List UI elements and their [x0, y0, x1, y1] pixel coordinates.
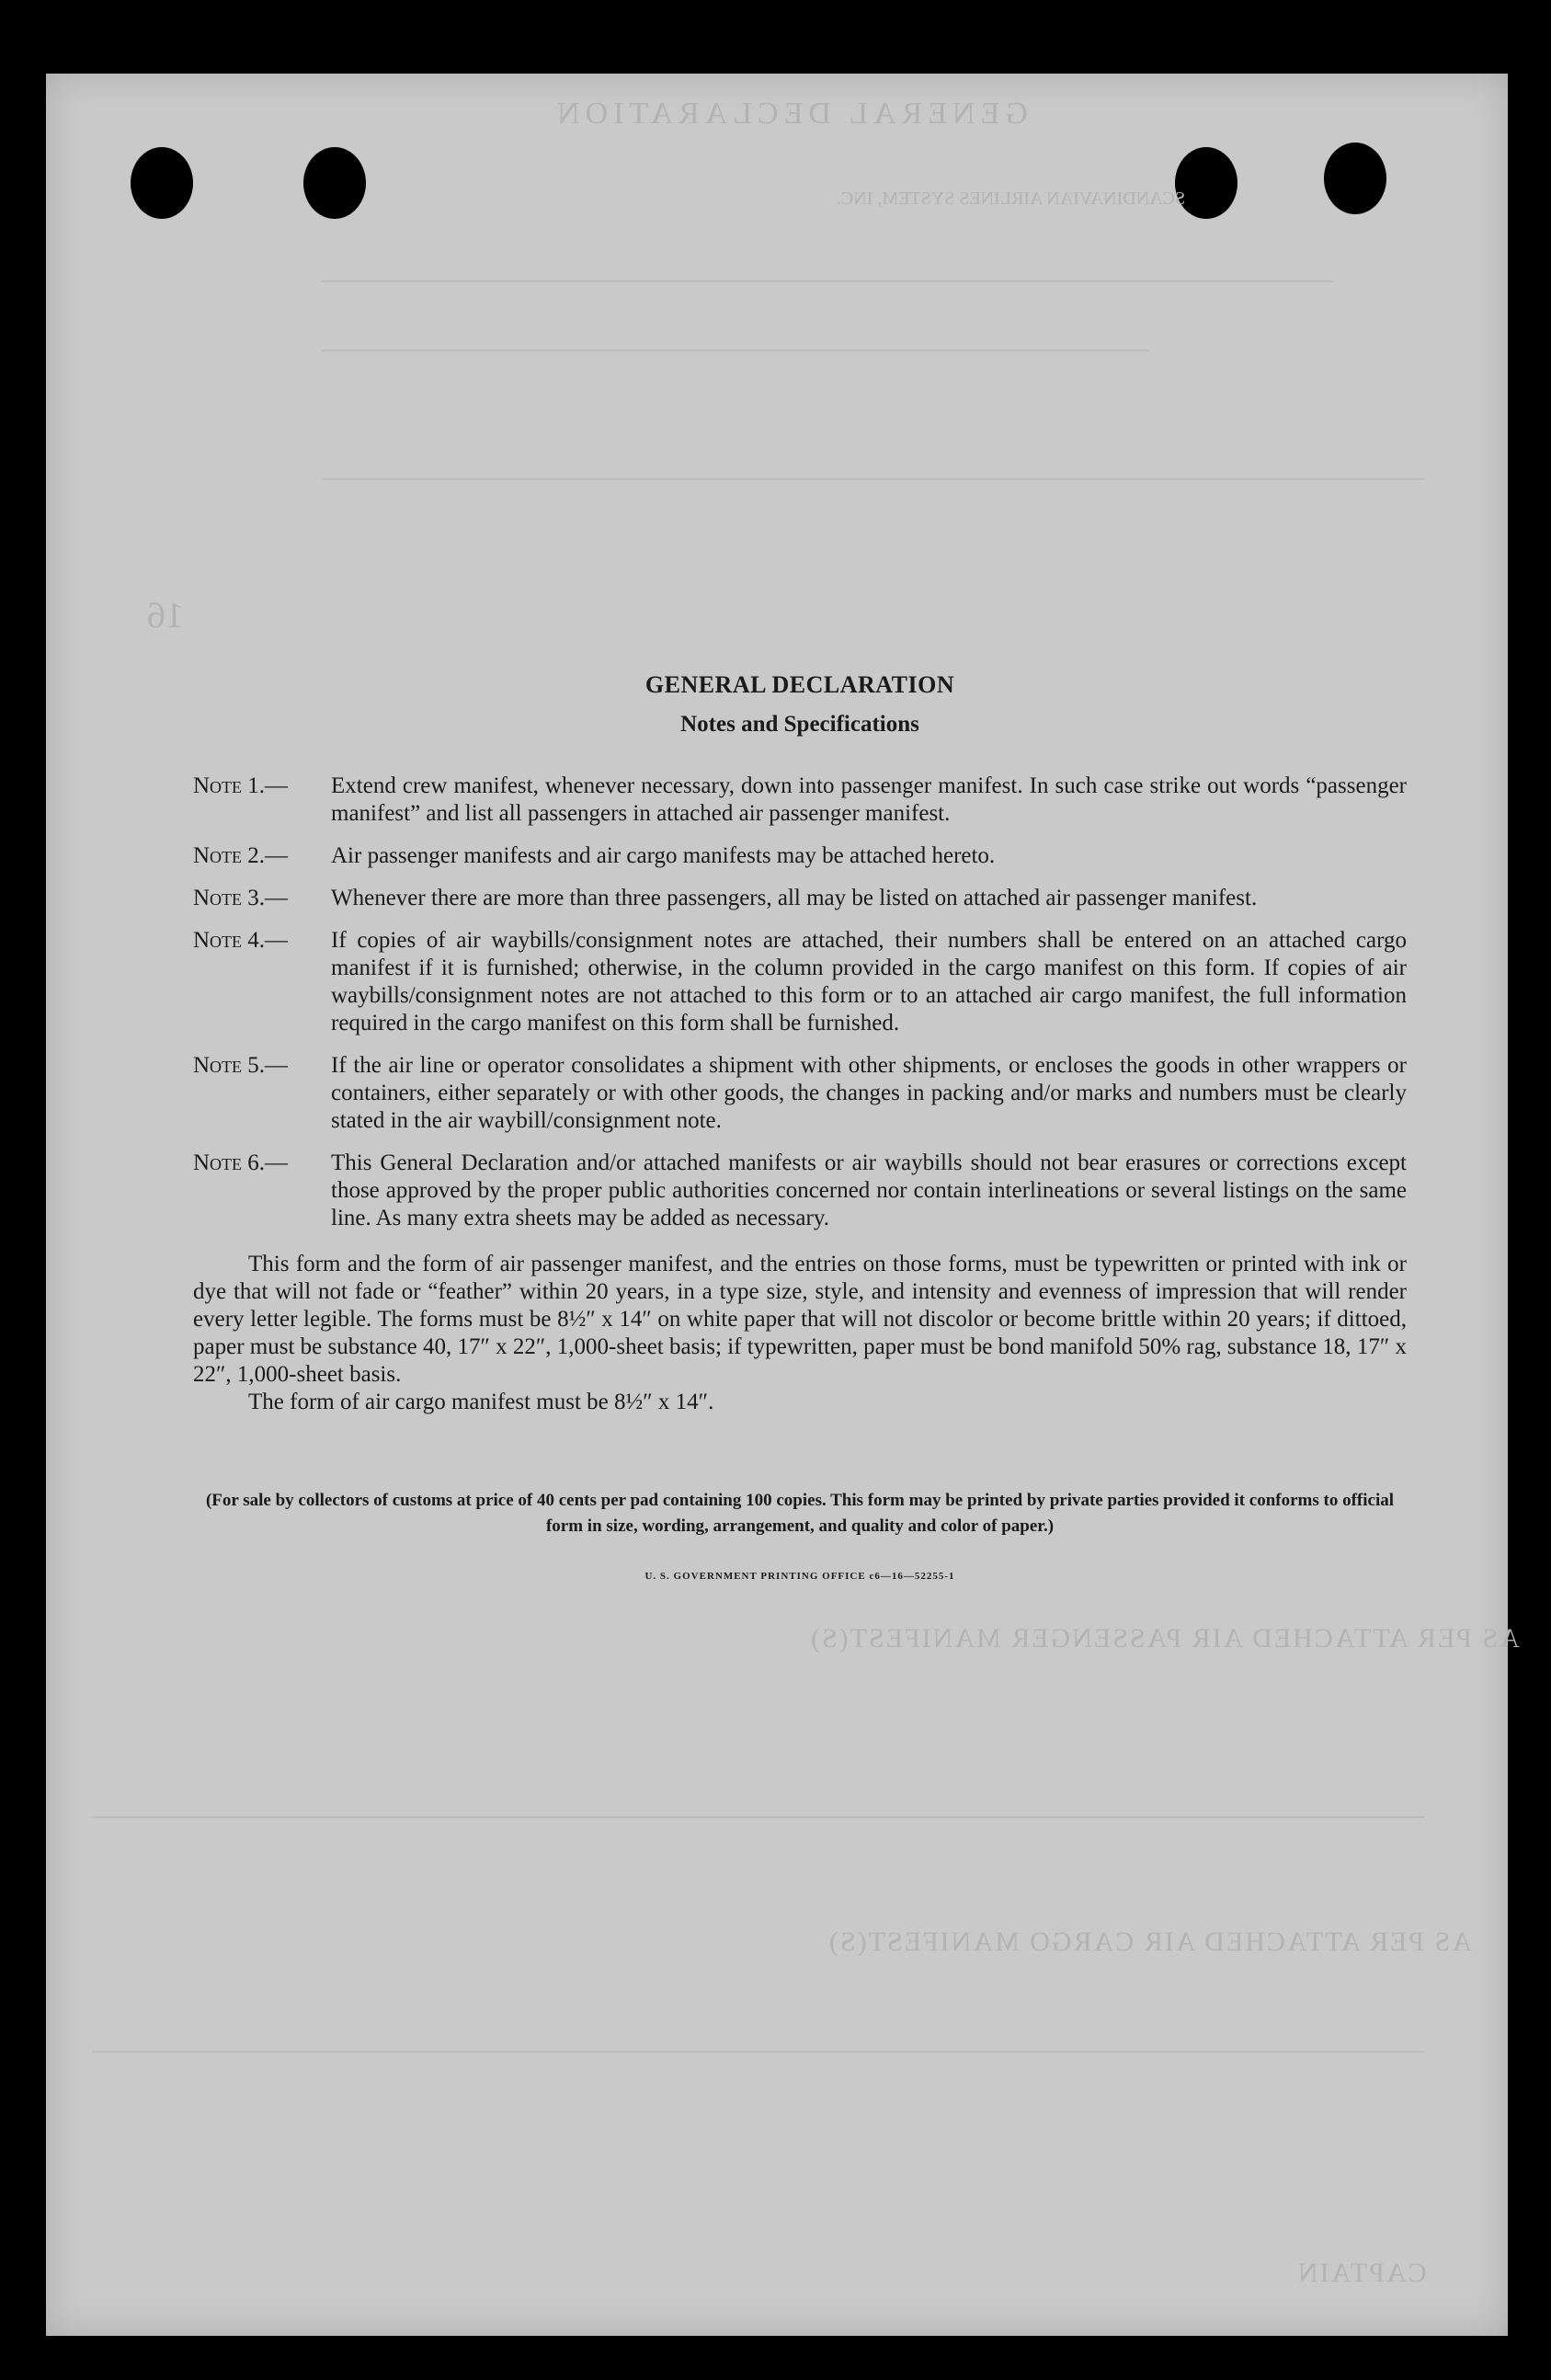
note-text: Air passenger manifests and air cargo manifests may be attached hereto.	[331, 843, 996, 868]
note-label: Note 6.—	[193, 1150, 289, 1175]
punch-hole	[1324, 143, 1386, 214]
note-text: Extend crew manifest, whenever necessary, down into passenger manifest. In such case strike out words “passenger manifest” and list all passengers in attached air passenger manifest.	[331, 773, 1407, 826]
bleed-through-rule	[322, 280, 1333, 282]
note-item	[193, 772, 1407, 828]
note-text: If copies of air waybills/consignment notes are attached, their numbers shall be entered on an attached cargo manifest if it is furnished; otherwise, in the column provided in the cargo manifest on this form. If copies of air waybills/consignment notes are not attached to this form or to an attached air cargo manifest, the full information required in the cargo manifest on this form shall be furnished.	[331, 928, 1407, 1036]
document-title: GENERAL DECLARATION	[644, 671, 955, 698]
document-sheet	[46, 74, 1520, 2336]
bleed-through-title: GENERAL DECLARATION	[552, 97, 1028, 131]
printer-imprint: U. S. GOVERNMENT PRINTING OFFICE c6—16—52255-1	[644, 1571, 955, 1582]
note-text: This General Declaration and/or attached manifests or air waybills should not bear erasures or corrections except those approved by the proper public authorities concerned nor contain interlineations or several listings on the same line. As many extra sheets may be added as necessary.	[331, 1150, 1407, 1230]
bleed-through-airline: SCANDINAVIAN AIRLINES SYSTEM, INC.	[837, 189, 1186, 209]
note-label: Note 1.—	[193, 773, 289, 798]
form-requirements-paragraph: This form and the form of air passenger manifest, and the entries on those forms, must be typewritten or printed with ink or dye that will not fade or “feather” within 20 years, in a type size, style, and intensity and evenness of impression that will render every letter legible. The forms must be 8½″ x 14″ on white paper that will not discolor or become brittle within 20 years; if dittoed, paper must be substance 40, 17″ x 22″, 1,000-sheet basis; if typewritten, paper must be bond manifold 50% rag, substance 18, 17″ x 22″, 1,000-sheet basis.	[193, 1252, 1407, 1387]
note-item	[193, 1150, 1407, 1232]
document-subtitle: Notes and Specifications	[680, 712, 919, 737]
note-text: If the air line or operator consolidates a shipment with other shipments, or encloses the goods in other wrappers or containers, either separately or with other goods, the changes in packing and/or marks and numbers must be clearly stated in the air waybill/consignment note.	[331, 1053, 1407, 1133]
bleed-through-rule	[322, 478, 1425, 480]
note-item	[193, 1052, 1407, 1135]
punch-hole	[303, 147, 366, 219]
note-item	[193, 842, 1407, 870]
bleed-through-passenger-stamp: AS PER ATTACHED AIR PASSENGER MANIFEST(S)	[809, 1623, 1520, 1653]
note-label: Note 5.—	[193, 1053, 289, 1078]
bleed-through-captain: CAPTAIN	[1296, 2258, 1427, 2288]
bleed-through-cargo-stamp: AS PER ATTACHED AIR CARGO MANIFEST(S)	[827, 1927, 1472, 1957]
declaration-content	[193, 671, 1407, 1582]
note-item	[193, 885, 1407, 912]
cargo-manifest-size-paragraph: The form of air cargo manifest must be 8½″ x 14″.	[248, 1390, 714, 1414]
note-text: Whenever there are more than three passengers, all may be listed on attached air passenger manifest.	[331, 886, 1258, 910]
punch-hole	[131, 147, 193, 219]
bleed-through-page-number: 16	[147, 594, 184, 635]
bleed-through-rule	[92, 2051, 1425, 2053]
sale-notice: (For sale by collectors of customs at price of 40 cents per pad containing 100 copies. This form may be printed by private parties provided it conforms to official form in size, wording, arrangement, and quality and color of paper.)	[205, 1491, 1395, 1536]
note-item	[193, 927, 1407, 1037]
bleed-through-rule	[92, 1816, 1425, 1818]
bleed-through-rule	[322, 349, 1149, 351]
note-label: Note 2.—	[193, 843, 289, 868]
note-label: Note 4.—	[193, 928, 289, 953]
note-label: Note 3.—	[193, 886, 289, 910]
